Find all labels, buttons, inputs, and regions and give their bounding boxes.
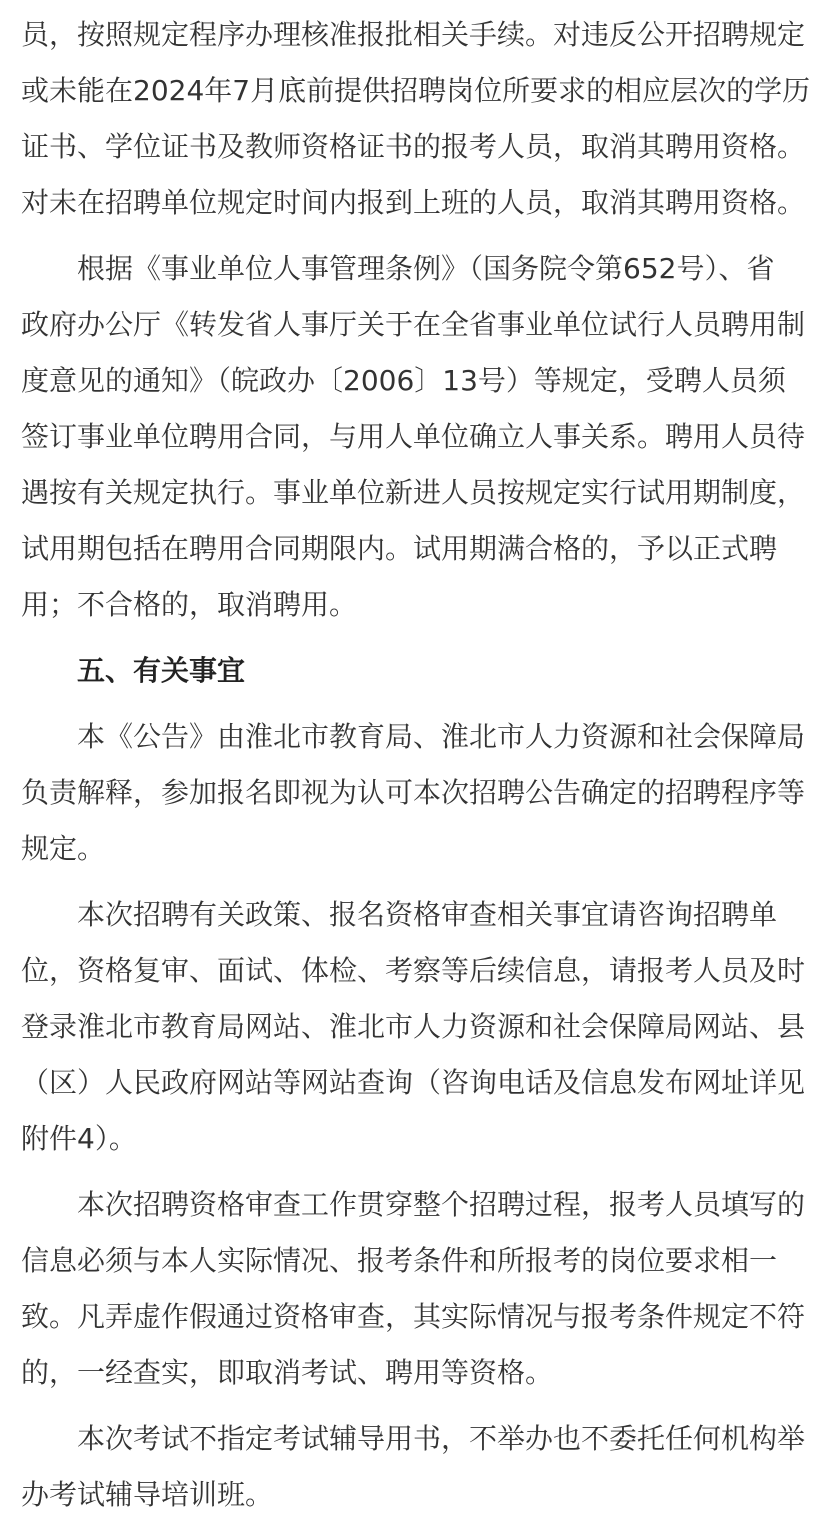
paragraph-line: 政府办公厅《转发省人事厅关于在全省事业单位试行人员聘用制 [21,308,806,341]
paragraph-line: 本《公告》由淮北市教育局、淮北市人力资源和社会保障局 [77,720,806,753]
paragraph-line: 办考试辅导培训班。 [21,1478,274,1511]
paragraph-line: 致。凡弄虚作假通过资格审查，其实际情况与报考条件规定不符 [21,1300,806,1333]
paragraph-line: 负责解释，参加报名即视为认可本次招聘公告确定的招聘程序等 [21,776,806,809]
paragraph-line: 用；不合格的，取消聘用。 [21,588,358,621]
paragraph-line: 员，按照规定程序办理核准报批相关手续。对违反公开招聘规定 [21,18,806,51]
paragraph-line: 登录淮北市教育局网站、淮北市人力资源和社会保障局网站、县 [21,1010,806,1043]
paragraph-line: 附件4）。 [21,1122,137,1155]
paragraph-line: 遇按有关规定执行。事业单位新进人员按规定实行试用期制度， [21,476,806,509]
paragraph-line: 本次招聘资格审查工作贯穿整个招聘过程，报考人员填写的 [77,1188,806,1221]
section-heading: 五、有关事宜 [77,654,246,687]
paragraph-line: 度意见的通知》（皖政办〔2006〕13号）等规定，受聘人员须 [21,364,786,397]
paragraph-line: 本次招聘有关政策、报名资格审查相关事宜请咨询招聘单 [77,898,778,931]
paragraph-line: 根据《事业单位人事管理条例》（国务院令第652号）、省 [77,252,775,285]
paragraph-line: 信息必须与本人实际情况、报考条件和所报考的岗位要求相一 [21,1244,778,1277]
paragraph-line: 位，资格复审、面试、体检、考察等后续信息，请报考人员及时 [21,954,806,987]
paragraph-line: 试用期包括在聘用合同期限内。试用期满合格的，予以正式聘 [21,532,778,565]
paragraph-line: 签订事业单位聘用合同，与用人单位确立人事关系。聘用人员待 [21,420,806,453]
paragraph-line: 对未在招聘单位规定时间内报到上班的人员，取消其聘用资格。 [21,186,806,219]
paragraph-line: 本次考试不指定考试辅导用书，不举办也不委托任何机构举 [77,1422,806,1455]
paragraph-line: 或未能在2024年7月底前提供招聘岗位所要求的相应层次的学历 [21,74,811,107]
paragraph-line: 证书、学位证书及教师资格证书的报考人员，取消其聘用资格。 [21,130,806,163]
paragraph-line: （区）人民政府网站等网站查询（咨询电话及信息发布网址详见 [21,1066,806,1099]
paragraph-line: 规定。 [21,832,106,865]
paragraph-line: 的，一经查实，即取消考试、聘用等资格。 [21,1356,554,1389]
